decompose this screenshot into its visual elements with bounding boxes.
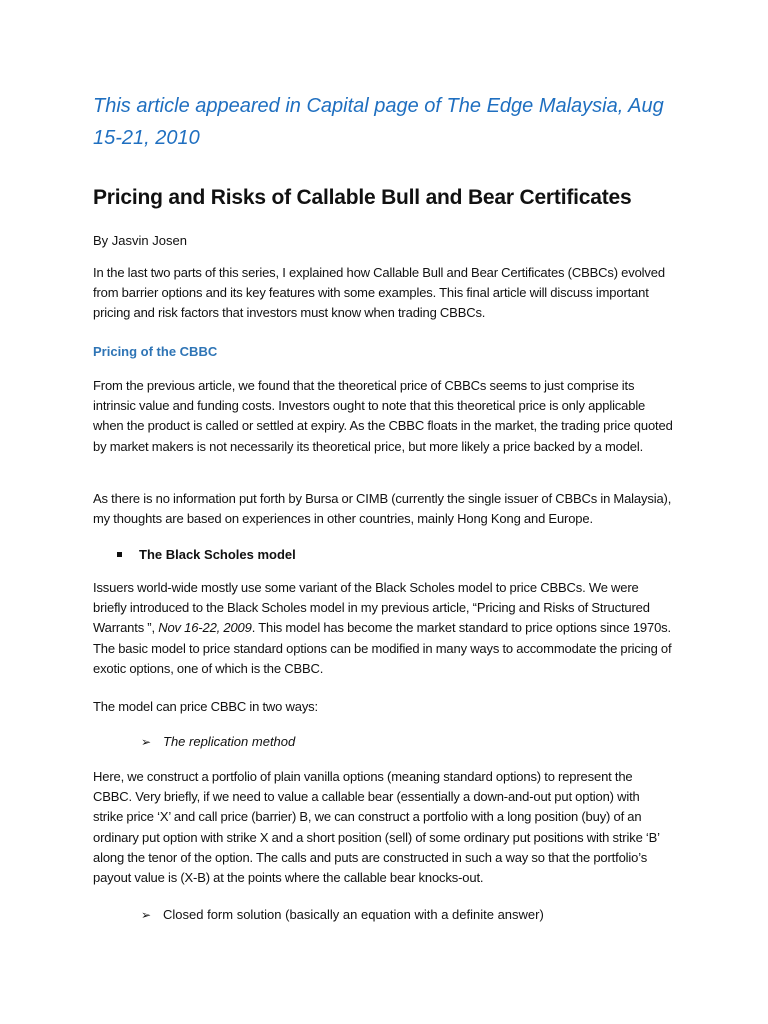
paragraph-information-source: As there is no information put forth by Bursa or CIMB (currently the single issuer of CBBCs in Malaysia), my thoughts are based on experiences in other countries, mainly Hong Kong and Europe. bbox=[93, 491, 672, 527]
paragraph-text: Issuers world-wide mostly use some variant of the Black Scholes model to price CBBCs. We were briefly introduced to the Black Scholes model in my previous article, “Pricing and Risks of Structured Warrants ”, bbox=[93, 580, 650, 636]
bullet-label: The Black Scholes model bbox=[139, 547, 296, 562]
author-byline: By Jasvin Josen bbox=[93, 233, 187, 248]
paragraph-two-ways: The model can price CBBC in two ways: bbox=[93, 699, 318, 714]
bullet-label: Closed form solution (basically an equation with a definite answer) bbox=[163, 907, 544, 922]
paragraph-replication: Here, we construct a portfolio of plain vanilla options (meaning standard options) to represent the CBBC. Very briefly, if we need to value a callable bear (essentially a down-and-out put option) with strike price ‘X’ and call price (barrier) B, we can construct a portfolio with a long position (buy) of an ordinary put option with strike X and a short position (sell) of some ordinary put positions with strike ‘B’ along the tenor of the option. The calls and puts are constructed in such a way so that the portfolio’s payout value is (X-B) at the points where the callable bear knocks-out. bbox=[93, 769, 660, 886]
section-heading-pricing: Pricing of the CBBC bbox=[93, 344, 218, 359]
bullet-closed-form bbox=[93, 905, 653, 925]
article-title: Pricing and Risks of Callable Bull and Bear Certificates bbox=[93, 186, 632, 209]
arrow-bullet-icon: ➢ bbox=[141, 735, 152, 749]
article-source-note: This article appeared in Capital page of The Edge Malaysia, Aug 15-21, 2010 bbox=[93, 95, 664, 149]
arrow-bullet-icon: ➢ bbox=[141, 908, 152, 922]
square-bullet-icon bbox=[117, 552, 122, 557]
bullet-black-scholes bbox=[93, 545, 493, 565]
paragraph-intro: In the last two parts of this series, I explained how Callable Bull and Bear Certificates (CBBCs) evolved from barrier options and its key features with some examples. This final article will discuss important pricing and risk factors that investors must know when trading CBBCs. bbox=[93, 265, 665, 321]
paragraph-theoretical-price: From the previous article, we found that the theoretical price of CBBCs seems to just comprise its intrinsic value and funding costs. Investors ought to note that this theoretical price is only applicable when the product is called or settled at expiry. As the CBBC floats in the market, the trading price quoted by market makers is not necessarily its theoretical price, but more likely a price backed by a model. bbox=[93, 378, 673, 454]
bullet-label: The replication method bbox=[163, 734, 296, 749]
paragraph-text: . This model has become the market standard to price options since 1970s. The basic model to price standard options can be modified in many ways to accommodate the pricing of exotic options, one of which is the CBBC. bbox=[93, 620, 672, 676]
bullet-replication-method bbox=[93, 732, 653, 752]
article-date-reference: Nov 16-22, 2009 bbox=[158, 620, 252, 636]
paragraph-black-scholes bbox=[93, 578, 673, 679]
